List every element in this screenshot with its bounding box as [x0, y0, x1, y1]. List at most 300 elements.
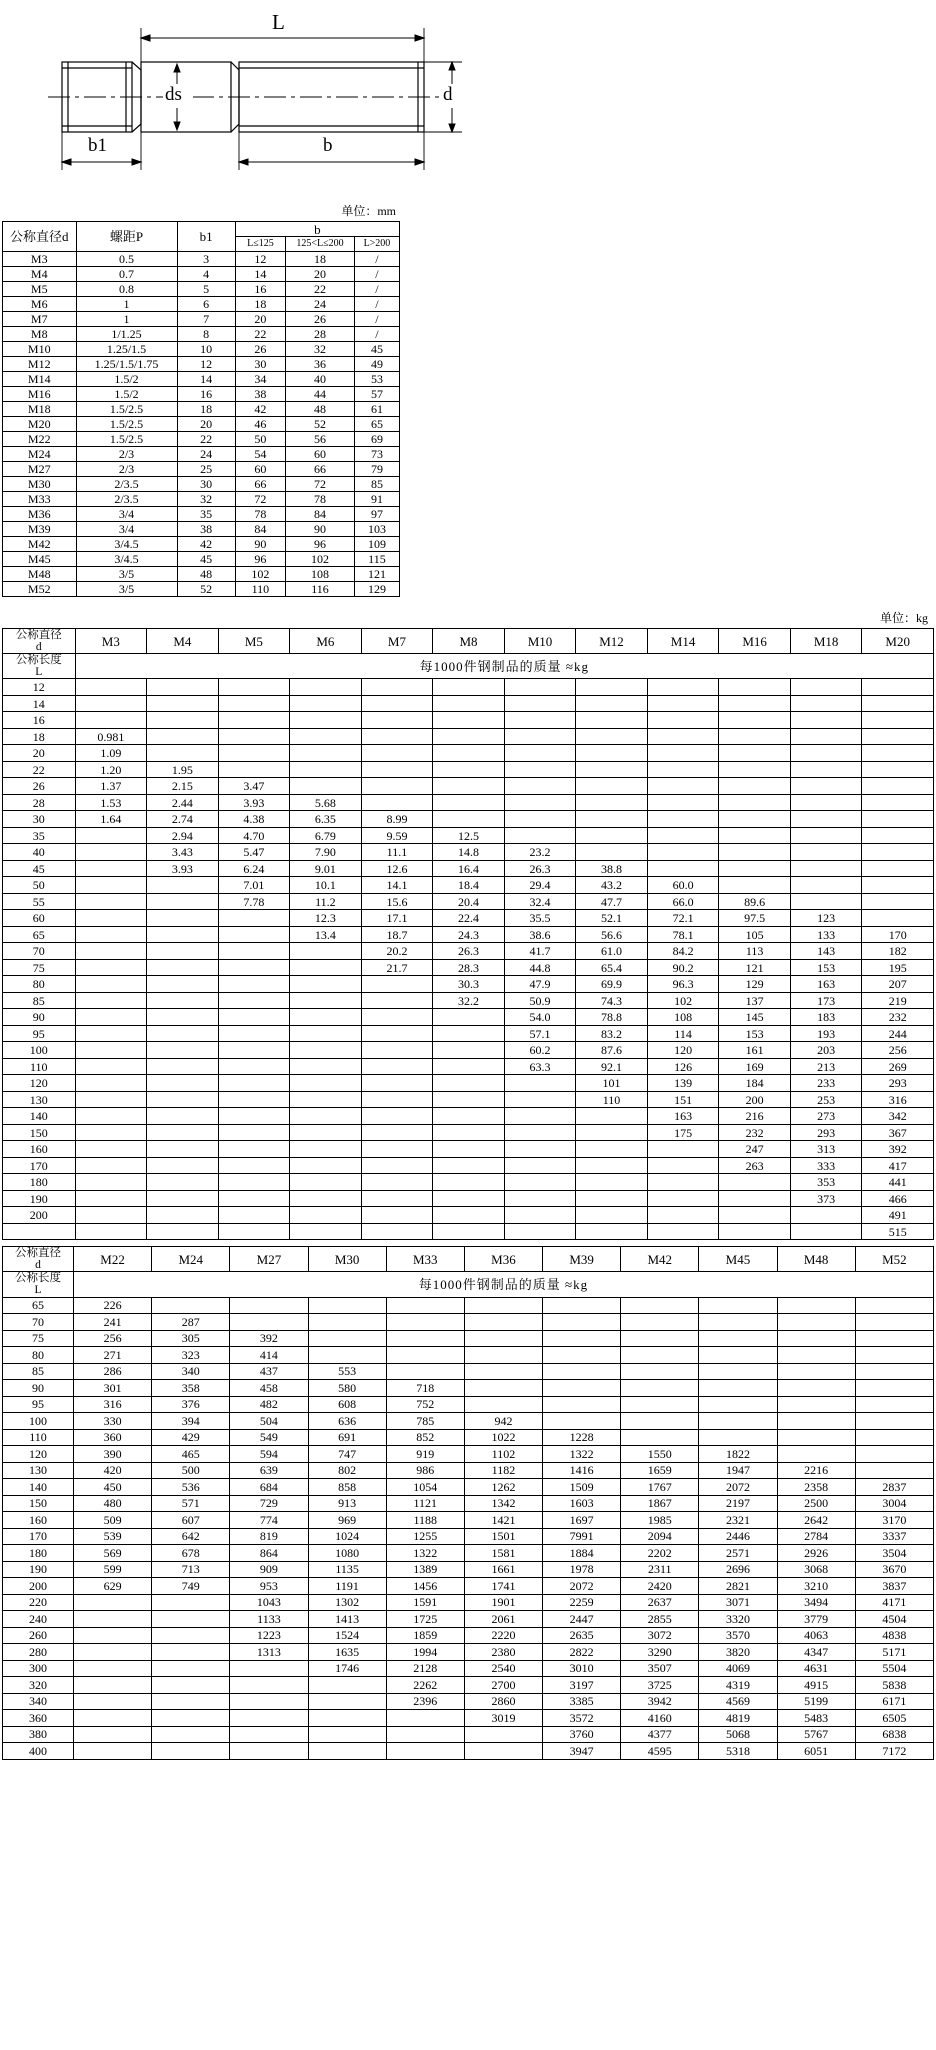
cell-mass-M27: 953: [230, 1578, 308, 1595]
cell-mass-M20: [862, 910, 934, 927]
cell-mass-M48: 3779: [777, 1611, 855, 1628]
header-b1: b1: [177, 222, 235, 252]
cell-b-le125: 34: [235, 372, 285, 387]
cell-mass-M42: 1985: [621, 1512, 699, 1529]
table-row: [3, 1429, 934, 1446]
cell-mass-M16: [719, 860, 791, 877]
cell-length: 50: [3, 877, 76, 894]
cell-mass-M20: [862, 860, 934, 877]
cell-mass-M8: [433, 1025, 505, 1042]
cell-mass-M10: [504, 811, 576, 828]
cell-mass-M20: [862, 811, 934, 828]
cell-length: 18: [3, 728, 76, 745]
cell-mass-M18: 273: [790, 1108, 862, 1125]
cell-mass-M5: [218, 959, 290, 976]
cell-mass-M30: 1135: [308, 1561, 386, 1578]
table-row: [3, 761, 934, 778]
cell-mass-M52: [855, 1363, 933, 1380]
cell-mass-M18: [790, 827, 862, 844]
cell-length: 70: [3, 943, 76, 960]
cell-mass-M5: [218, 1207, 290, 1224]
cell-b-gt200: /: [354, 282, 399, 297]
cell-mass-M10: 57.1: [504, 1025, 576, 1042]
cell-mass-M8: [433, 761, 505, 778]
cell-mass-M6: [290, 1108, 362, 1125]
cell-mass-M12: 47.7: [576, 893, 648, 910]
cell-mass-M48: [777, 1363, 855, 1380]
cell-b-gt200: 129: [354, 582, 399, 597]
cell-mass-M5: [218, 992, 290, 1009]
cell-mass-M24: 323: [152, 1347, 230, 1364]
cell-b-gt200: 61: [354, 402, 399, 417]
cell-mass-M3: [75, 1042, 147, 1059]
cell-mass-M42: 1659: [621, 1462, 699, 1479]
cell-mass-M20: 417: [862, 1157, 934, 1174]
cell-mass-M16: 232: [719, 1124, 791, 1141]
table-row: [3, 976, 934, 993]
cell-b-le125: 90: [235, 537, 285, 552]
corner-bottom-label: 公称长度: [15, 1272, 61, 1285]
cell-length: 130: [3, 1462, 74, 1479]
cell-mass-M22: 629: [74, 1578, 152, 1595]
cell-b-le125: 96: [235, 552, 285, 567]
cell-mass-M20: 316: [862, 1091, 934, 1108]
cell-b-gt200: 73: [354, 447, 399, 462]
cell-mass-M48: 2358: [777, 1479, 855, 1496]
table-header-row: [3, 222, 400, 237]
cell-length: 110: [3, 1058, 76, 1075]
cell-mass-M52: 4171: [855, 1594, 933, 1611]
cell-mass-M12: [576, 778, 648, 795]
cell-b-125to200: 18: [286, 252, 355, 267]
cell-mass-M48: 3068: [777, 1561, 855, 1578]
cell-length: 28: [3, 794, 76, 811]
table-row: [3, 1479, 934, 1496]
cell-mass-M4: 2.74: [147, 811, 219, 828]
cell-mass-M39: 1884: [543, 1545, 621, 1562]
cell-mass-M4: [147, 1058, 219, 1075]
cell-mass-M18: 203: [790, 1042, 862, 1059]
cell-mass-M27: 909: [230, 1561, 308, 1578]
cell-mass-M52: [855, 1462, 933, 1479]
cell-b-le125: 84: [235, 522, 285, 537]
cell-mass-M7: 11.1: [361, 844, 433, 861]
cell-mass-M7: [361, 1124, 433, 1141]
cell-b1: 42: [177, 537, 235, 552]
cell-mass-M10: [504, 745, 576, 762]
cell-mass-M22: [74, 1693, 152, 1710]
cell-mass-M18: 293: [790, 1124, 862, 1141]
cell-mass-M10: [504, 794, 576, 811]
table-row: [3, 1561, 934, 1578]
cell-mass-M3: [75, 1124, 147, 1141]
cell-mass-M14: [647, 761, 719, 778]
cell-mass-M7: [361, 976, 433, 993]
cell-mass-M20: [862, 778, 934, 795]
cell-mass-M8: 12.5: [433, 827, 505, 844]
cell-mass-M42: 3290: [621, 1644, 699, 1661]
cell-b1: 7: [177, 312, 235, 327]
corner-bottom-sub: L: [34, 1284, 42, 1297]
cell-mass-M10: 41.7: [504, 943, 576, 960]
cell-mass-M33: [386, 1297, 464, 1314]
cell-mass-M24: 642: [152, 1528, 230, 1545]
cell-mass-M8: [433, 1124, 505, 1141]
cell-mass-M42: 4377: [621, 1726, 699, 1743]
cell-mass-M16: [719, 778, 791, 795]
cell-mass-M16: 169: [719, 1058, 791, 1075]
cell-mass-M20: [862, 844, 934, 861]
table-row: [3, 372, 400, 387]
mass-table-small-head: [3, 629, 934, 679]
cell-diameter: M42: [3, 537, 77, 552]
table-row: [3, 1594, 934, 1611]
cell-mass-M5: [218, 976, 290, 993]
cell-b1: 16: [177, 387, 235, 402]
cell-mass-M4: [147, 1042, 219, 1059]
cell-mass-M3: 1.37: [75, 778, 147, 795]
col-M3: M3: [75, 629, 147, 654]
col-M16: M16: [719, 629, 791, 654]
cell-mass-M22: 360: [74, 1429, 152, 1446]
cell-pitch: 3/5: [76, 582, 177, 597]
cell-mass-M20: 207: [862, 976, 934, 993]
cell-mass-M12: 87.6: [576, 1042, 648, 1059]
cell-mass-M10: 29.4: [504, 877, 576, 894]
cell-mass-M18: 123: [790, 910, 862, 927]
col-M45: M45: [699, 1247, 777, 1272]
cell-mass-M16: 129: [719, 976, 791, 993]
cell-mass-M20: 441: [862, 1174, 934, 1191]
dim-label-ds: ds: [165, 84, 182, 105]
cell-mass-M5: [218, 761, 290, 778]
cell-mass-M33: [386, 1363, 464, 1380]
cell-mass-M30: 1024: [308, 1528, 386, 1545]
cell-mass-M3: [75, 1141, 147, 1158]
cell-mass-M8: [433, 1042, 505, 1059]
cell-mass-M36: 2540: [464, 1660, 542, 1677]
cell-mass-M5: [218, 728, 290, 745]
cell-length: 160: [3, 1141, 76, 1158]
cell-b1: 35: [177, 507, 235, 522]
cell-mass-M7: 8.99: [361, 811, 433, 828]
cell-mass-M30: 802: [308, 1462, 386, 1479]
cell-mass-M45: [699, 1314, 777, 1331]
table-row: [3, 582, 400, 597]
cell-b-le125: 60: [235, 462, 285, 477]
cell-mass-M18: [790, 1223, 862, 1240]
cell-mass-M20: 256: [862, 1042, 934, 1059]
cell-mass-M4: [147, 1141, 219, 1158]
cell-b-125to200: 78: [286, 492, 355, 507]
cell-mass-M39: [543, 1380, 621, 1397]
dimension-table: [2, 221, 400, 597]
stud-dimension-diagram: [0, 0, 936, 200]
cell-mass-M4: [147, 1075, 219, 1092]
cell-mass-M12: [576, 695, 648, 712]
cell-mass-M14: [647, 1223, 719, 1240]
cell-mass-M8: [433, 1009, 505, 1026]
cell-b-le125: 66: [235, 477, 285, 492]
cell-b-125to200: 116: [286, 582, 355, 597]
cell-mass-M22: 539: [74, 1528, 152, 1545]
cell-b-gt200: 85: [354, 477, 399, 492]
cell-mass-M10: 54.0: [504, 1009, 576, 1026]
cell-mass-M5: [218, 1124, 290, 1141]
cell-length: 40: [3, 844, 76, 861]
cell-b-le125: 30: [235, 357, 285, 372]
cell-mass-M3: [75, 1174, 147, 1191]
cell-mass-M14: [647, 794, 719, 811]
cell-pitch: 2/3: [76, 447, 177, 462]
cell-mass-M6: [290, 1075, 362, 1092]
table-row: [3, 1710, 934, 1727]
cell-b-gt200: /: [354, 267, 399, 282]
cell-mass-M12: [576, 712, 648, 729]
cell-mass-M22: 241: [74, 1314, 152, 1331]
table-row: [3, 712, 934, 729]
cell-mass-M5: [218, 910, 290, 927]
cell-mass-M27: 414: [230, 1347, 308, 1364]
cell-mass-M18: 143: [790, 943, 862, 960]
table-row: [3, 1190, 934, 1207]
cell-mass-M18: 353: [790, 1174, 862, 1191]
table-row: [3, 728, 934, 745]
table-row: [3, 387, 400, 402]
cell-mass-M14: 120: [647, 1042, 719, 1059]
cell-pitch: 1: [76, 297, 177, 312]
cell-mass-M18: [790, 761, 862, 778]
cell-mass-M42: [621, 1297, 699, 1314]
cell-mass-M6: [290, 976, 362, 993]
cell-mass-M18: 193: [790, 1025, 862, 1042]
cell-diameter: M16: [3, 387, 77, 402]
cell-length: 380: [3, 1726, 74, 1743]
cell-mass-M42: 4160: [621, 1710, 699, 1727]
cell-mass-M33: 1859: [386, 1627, 464, 1644]
cell-b-le125: 20: [235, 312, 285, 327]
cell-mass-M30: 691: [308, 1429, 386, 1446]
cell-b1: 24: [177, 447, 235, 462]
cell-mass-M30: 1080: [308, 1545, 386, 1562]
cell-mass-M52: 6838: [855, 1726, 933, 1743]
cell-mass-M14: 96.3: [647, 976, 719, 993]
cell-diameter: M27: [3, 462, 77, 477]
cell-mass-M24: [152, 1726, 230, 1743]
cell-mass-M27: 1133: [230, 1611, 308, 1628]
cell-mass-M6: 13.4: [290, 926, 362, 943]
cell-mass-M24: [152, 1710, 230, 1727]
cell-mass-M4: [147, 1190, 219, 1207]
cell-mass-M48: 4063: [777, 1627, 855, 1644]
cell-length: 180: [3, 1174, 76, 1191]
cell-mass-M33: [386, 1347, 464, 1364]
header-corner-length: [3, 654, 76, 679]
cell-mass-M16: 184: [719, 1075, 791, 1092]
table-row: [3, 1495, 934, 1512]
cell-mass-M48: 4915: [777, 1677, 855, 1694]
cell-mass-M18: [790, 844, 862, 861]
cell-length: 85: [3, 1363, 74, 1380]
cell-mass-M5: 7.78: [218, 893, 290, 910]
table-row: [3, 402, 400, 417]
cell-mass-M42: 3072: [621, 1627, 699, 1644]
cell-length: 60: [3, 910, 76, 927]
cell-mass-M22: 480: [74, 1495, 152, 1512]
table-row: [3, 1297, 934, 1314]
cell-mass-M39: 2635: [543, 1627, 621, 1644]
cell-mass-M52: [855, 1347, 933, 1364]
table-row: [3, 695, 934, 712]
cell-b-gt200: 121: [354, 567, 399, 582]
cell-mass-M33: [386, 1726, 464, 1743]
header-mass-per-1000: 每1000件钢制品的质量 ≈kg: [74, 1272, 934, 1297]
table-row: [3, 1058, 934, 1075]
table-row: [3, 537, 400, 552]
cell-mass-M3: [75, 1058, 147, 1075]
cell-mass-M30: 858: [308, 1479, 386, 1496]
cell-mass-M12: [576, 1124, 648, 1141]
cell-diameter: M24: [3, 447, 77, 462]
cell-mass-M45: 2072: [699, 1479, 777, 1496]
cell-mass-M7: 12.6: [361, 860, 433, 877]
cell-mass-M12: [576, 728, 648, 745]
cell-mass-M48: 3210: [777, 1578, 855, 1595]
corner-top-sub: d: [35, 1259, 41, 1272]
cell-mass-M14: 84.2: [647, 943, 719, 960]
cell-mass-M22: 450: [74, 1479, 152, 1496]
cell-mass-M45: 4569: [699, 1693, 777, 1710]
cell-b1: 48: [177, 567, 235, 582]
cell-mass-M42: 3942: [621, 1693, 699, 1710]
cell-mass-M42: 3507: [621, 1660, 699, 1677]
cell-mass-M45: [699, 1413, 777, 1430]
cell-mass-M4: 2.44: [147, 794, 219, 811]
cell-mass-M45: [699, 1347, 777, 1364]
cell-mass-M30: 553: [308, 1363, 386, 1380]
cell-mass-M10: [504, 728, 576, 745]
cell-mass-M42: 3725: [621, 1677, 699, 1694]
table-row: [3, 844, 934, 861]
cell-mass-M45: 4069: [699, 1660, 777, 1677]
cell-mass-M4: [147, 910, 219, 927]
cell-pitch: 1.5/2.5: [76, 402, 177, 417]
mass-table-small-body: [3, 679, 934, 1240]
cell-length: 20: [3, 745, 76, 762]
cell-mass-M39: 3010: [543, 1660, 621, 1677]
table-row: [3, 1677, 934, 1694]
cell-mass-M12: [576, 827, 648, 844]
table-row: [3, 1330, 934, 1347]
cell-mass-M7: [361, 1009, 433, 1026]
cell-mass-M42: [621, 1363, 699, 1380]
table-row: [3, 1446, 934, 1463]
cell-mass-M8: 20.4: [433, 893, 505, 910]
table-row: [3, 432, 400, 447]
cell-mass-M3: [75, 893, 147, 910]
cell-mass-M8: [433, 794, 505, 811]
table-row: [3, 877, 934, 894]
cell-mass-M30: 747: [308, 1446, 386, 1463]
table-row: [3, 477, 400, 492]
cell-mass-M4: 2.15: [147, 778, 219, 795]
cell-mass-M4: [147, 1174, 219, 1191]
cell-mass-M14: [647, 695, 719, 712]
cell-mass-M8: [433, 679, 505, 696]
cell-length: 200: [3, 1207, 76, 1224]
cell-mass-M8: 26.3: [433, 943, 505, 960]
table-row: [3, 522, 400, 537]
cell-mass-M52: 3004: [855, 1495, 933, 1512]
cell-mass-M42: [621, 1330, 699, 1347]
cell-mass-M22: [74, 1660, 152, 1677]
cell-mass-M5: [218, 1058, 290, 1075]
cell-mass-M45: [699, 1396, 777, 1413]
table-row: [3, 926, 934, 943]
cell-mass-M3: [75, 1009, 147, 1026]
cell-mass-M16: [719, 1174, 791, 1191]
cell-mass-M16: [719, 679, 791, 696]
cell-mass-M6: 5.68: [290, 794, 362, 811]
cell-mass-M45: 3820: [699, 1644, 777, 1661]
cell-mass-M18: [790, 695, 862, 712]
cell-mass-M39: 2072: [543, 1578, 621, 1595]
cell-mass-M48: 5767: [777, 1726, 855, 1743]
cell-mass-M18: 213: [790, 1058, 862, 1075]
cell-mass-M7: [361, 992, 433, 1009]
cell-length: 90: [3, 1009, 76, 1026]
cell-mass-M14: 175: [647, 1124, 719, 1141]
cell-mass-M4: [147, 679, 219, 696]
cell-b-125to200: 84: [286, 507, 355, 522]
cell-mass-M10: [504, 1190, 576, 1207]
cell-mass-M12: 52.1: [576, 910, 648, 927]
cell-mass-M6: [290, 1207, 362, 1224]
cell-mass-M6: [290, 1124, 362, 1141]
table-row: [3, 282, 400, 297]
cell-b-125to200: 72: [286, 477, 355, 492]
cell-mass-M48: [777, 1314, 855, 1331]
cell-mass-M36: [464, 1363, 542, 1380]
cell-mass-M3: [75, 877, 147, 894]
table-row: [3, 811, 934, 828]
cell-mass-M7: 14.1: [361, 877, 433, 894]
cell-b1: 30: [177, 477, 235, 492]
cell-mass-M36: [464, 1297, 542, 1314]
cell-mass-M22: [74, 1627, 152, 1644]
cell-mass-M6: [290, 1042, 362, 1059]
cell-mass-M45: 1822: [699, 1446, 777, 1463]
cell-mass-M14: [647, 1207, 719, 1224]
cell-mass-M7: [361, 1075, 433, 1092]
col-M4: M4: [147, 629, 219, 654]
cell-mass-M3: 1.09: [75, 745, 147, 762]
cell-b1: 45: [177, 552, 235, 567]
cell-mass-M20: [862, 827, 934, 844]
header-b-125to200: 125<L≤200: [286, 237, 355, 252]
cell-mass-M14: 102: [647, 992, 719, 1009]
cell-length: 30: [3, 811, 76, 828]
col-M33: M33: [386, 1247, 464, 1272]
cell-mass-M10: [504, 827, 576, 844]
cell-b1: 10: [177, 342, 235, 357]
cell-mass-M36: 1342: [464, 1495, 542, 1512]
cell-mass-M36: 1102: [464, 1446, 542, 1463]
cell-mass-M33: 2128: [386, 1660, 464, 1677]
cell-mass-M12: 101: [576, 1075, 648, 1092]
cell-mass-M42: 2420: [621, 1578, 699, 1595]
cell-mass-M36: 1262: [464, 1479, 542, 1496]
